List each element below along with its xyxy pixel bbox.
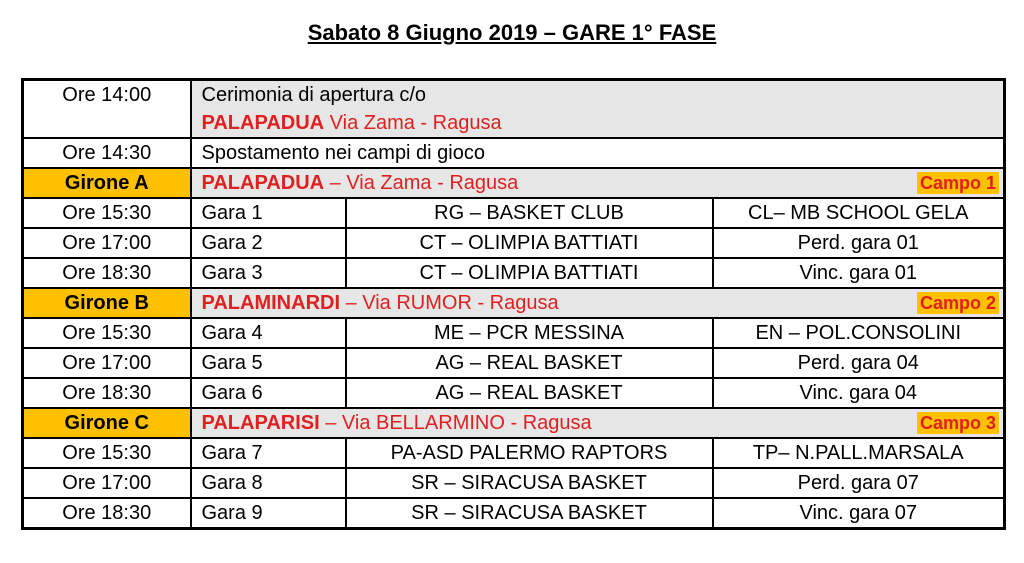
game-number: Gara 3 bbox=[191, 258, 346, 288]
opening-text: Cerimonia di apertura c/o bbox=[201, 84, 427, 106]
home-team: CT – OLIMPIA BATTIATI bbox=[346, 258, 713, 288]
time-cell: Ore 14:00 bbox=[23, 80, 191, 139]
home-team: AG – REAL BASKET bbox=[346, 378, 713, 408]
campo-badge: Campo 1 bbox=[917, 172, 999, 194]
group-label: Girone C bbox=[23, 408, 191, 438]
away-team: Perd. gara 07 bbox=[713, 468, 1005, 498]
game-number: Gara 2 bbox=[191, 228, 346, 258]
transfer-row bbox=[23, 138, 1005, 168]
campo-badge: Campo 3 bbox=[917, 412, 999, 434]
venue-name: PALAMINARDI bbox=[201, 292, 341, 314]
away-team: Perd. gara 01 bbox=[713, 228, 1005, 258]
group-label: Girone A bbox=[23, 168, 191, 198]
game-number: Gara 5 bbox=[191, 348, 346, 378]
venue-address: – Via Zama - Ragusa bbox=[324, 172, 519, 194]
venue-name: PALAPARISI bbox=[201, 412, 320, 434]
page-title: Sabato 8 Giugno 2019 – GARE 1° FASE bbox=[307, 20, 717, 45]
away-team: Vinc. gara 04 bbox=[713, 378, 1005, 408]
home-team: CT – OLIMPIA BATTIATI bbox=[346, 228, 713, 258]
time-cell: Ore 15:30 bbox=[23, 438, 191, 468]
away-team: CL– MB SCHOOL GELA bbox=[713, 198, 1005, 228]
away-team: TP– N.PALL.MARSALA bbox=[713, 438, 1005, 468]
game-row bbox=[23, 378, 1005, 408]
game-row bbox=[23, 228, 1005, 258]
game-row bbox=[23, 318, 1005, 348]
transfer-text: Spostamento nei campi di gioco bbox=[191, 138, 1005, 168]
campo-badge: Campo 2 bbox=[917, 292, 999, 314]
home-team: RG – BASKET CLUB bbox=[346, 198, 713, 228]
time-cell: Ore 17:00 bbox=[23, 468, 191, 498]
game-number: Gara 1 bbox=[191, 198, 346, 228]
time-cell: Ore 15:30 bbox=[23, 318, 191, 348]
away-team: Vinc. gara 07 bbox=[713, 498, 1005, 529]
home-team: PA-ASD PALERMO RAPTORS bbox=[346, 438, 713, 468]
group-venue-cell bbox=[191, 168, 1005, 198]
game-number: Gara 7 bbox=[191, 438, 346, 468]
time-cell: Ore 18:30 bbox=[23, 258, 191, 288]
group-venue-cell bbox=[191, 288, 1005, 318]
venue-address: – Via RUMOR - Ragusa bbox=[340, 292, 559, 314]
game-row bbox=[23, 438, 1005, 468]
away-team: Vinc. gara 01 bbox=[713, 258, 1005, 288]
group-header-row bbox=[23, 288, 1005, 318]
time-cell: Ore 14:30 bbox=[23, 138, 191, 168]
opening-venue-line bbox=[202, 109, 994, 137]
schedule-table bbox=[21, 78, 1006, 530]
venue-address: – Via BELLARMINO - Ragusa bbox=[319, 412, 592, 434]
home-team: SR – SIRACUSA BASKET bbox=[346, 468, 713, 498]
opening-cell bbox=[191, 80, 1005, 139]
time-cell: Ore 15:30 bbox=[23, 198, 191, 228]
game-number: Gara 6 bbox=[191, 378, 346, 408]
group-header-row bbox=[23, 408, 1005, 438]
game-row bbox=[23, 258, 1005, 288]
game-row bbox=[23, 348, 1005, 378]
time-cell: Ore 17:00 bbox=[23, 348, 191, 378]
venue-name: PALAPADUA bbox=[201, 172, 325, 194]
game-number: Gara 4 bbox=[191, 318, 346, 348]
game-number: Gara 9 bbox=[191, 498, 346, 529]
group-venue-cell bbox=[191, 408, 1005, 438]
away-team: EN – POL.CONSOLINI bbox=[713, 318, 1005, 348]
home-team: AG – REAL BASKET bbox=[346, 348, 713, 378]
time-cell: Ore 17:00 bbox=[23, 228, 191, 258]
game-row bbox=[23, 498, 1005, 529]
game-number: Gara 8 bbox=[191, 468, 346, 498]
group-header-row bbox=[23, 168, 1005, 198]
group-label: Girone B bbox=[23, 288, 191, 318]
away-team: Perd. gara 04 bbox=[713, 348, 1005, 378]
home-team: SR – SIRACUSA BASKET bbox=[346, 498, 713, 529]
venue-name: PALAPADUA bbox=[201, 112, 325, 134]
time-cell: Ore 18:30 bbox=[23, 498, 191, 529]
venue-address: Via Zama - Ragusa bbox=[324, 112, 502, 134]
game-row bbox=[23, 468, 1005, 498]
game-row bbox=[23, 198, 1005, 228]
home-team: ME – PCR MESSINA bbox=[346, 318, 713, 348]
time-cell: Ore 18:30 bbox=[23, 378, 191, 408]
opening-row bbox=[23, 80, 1005, 139]
